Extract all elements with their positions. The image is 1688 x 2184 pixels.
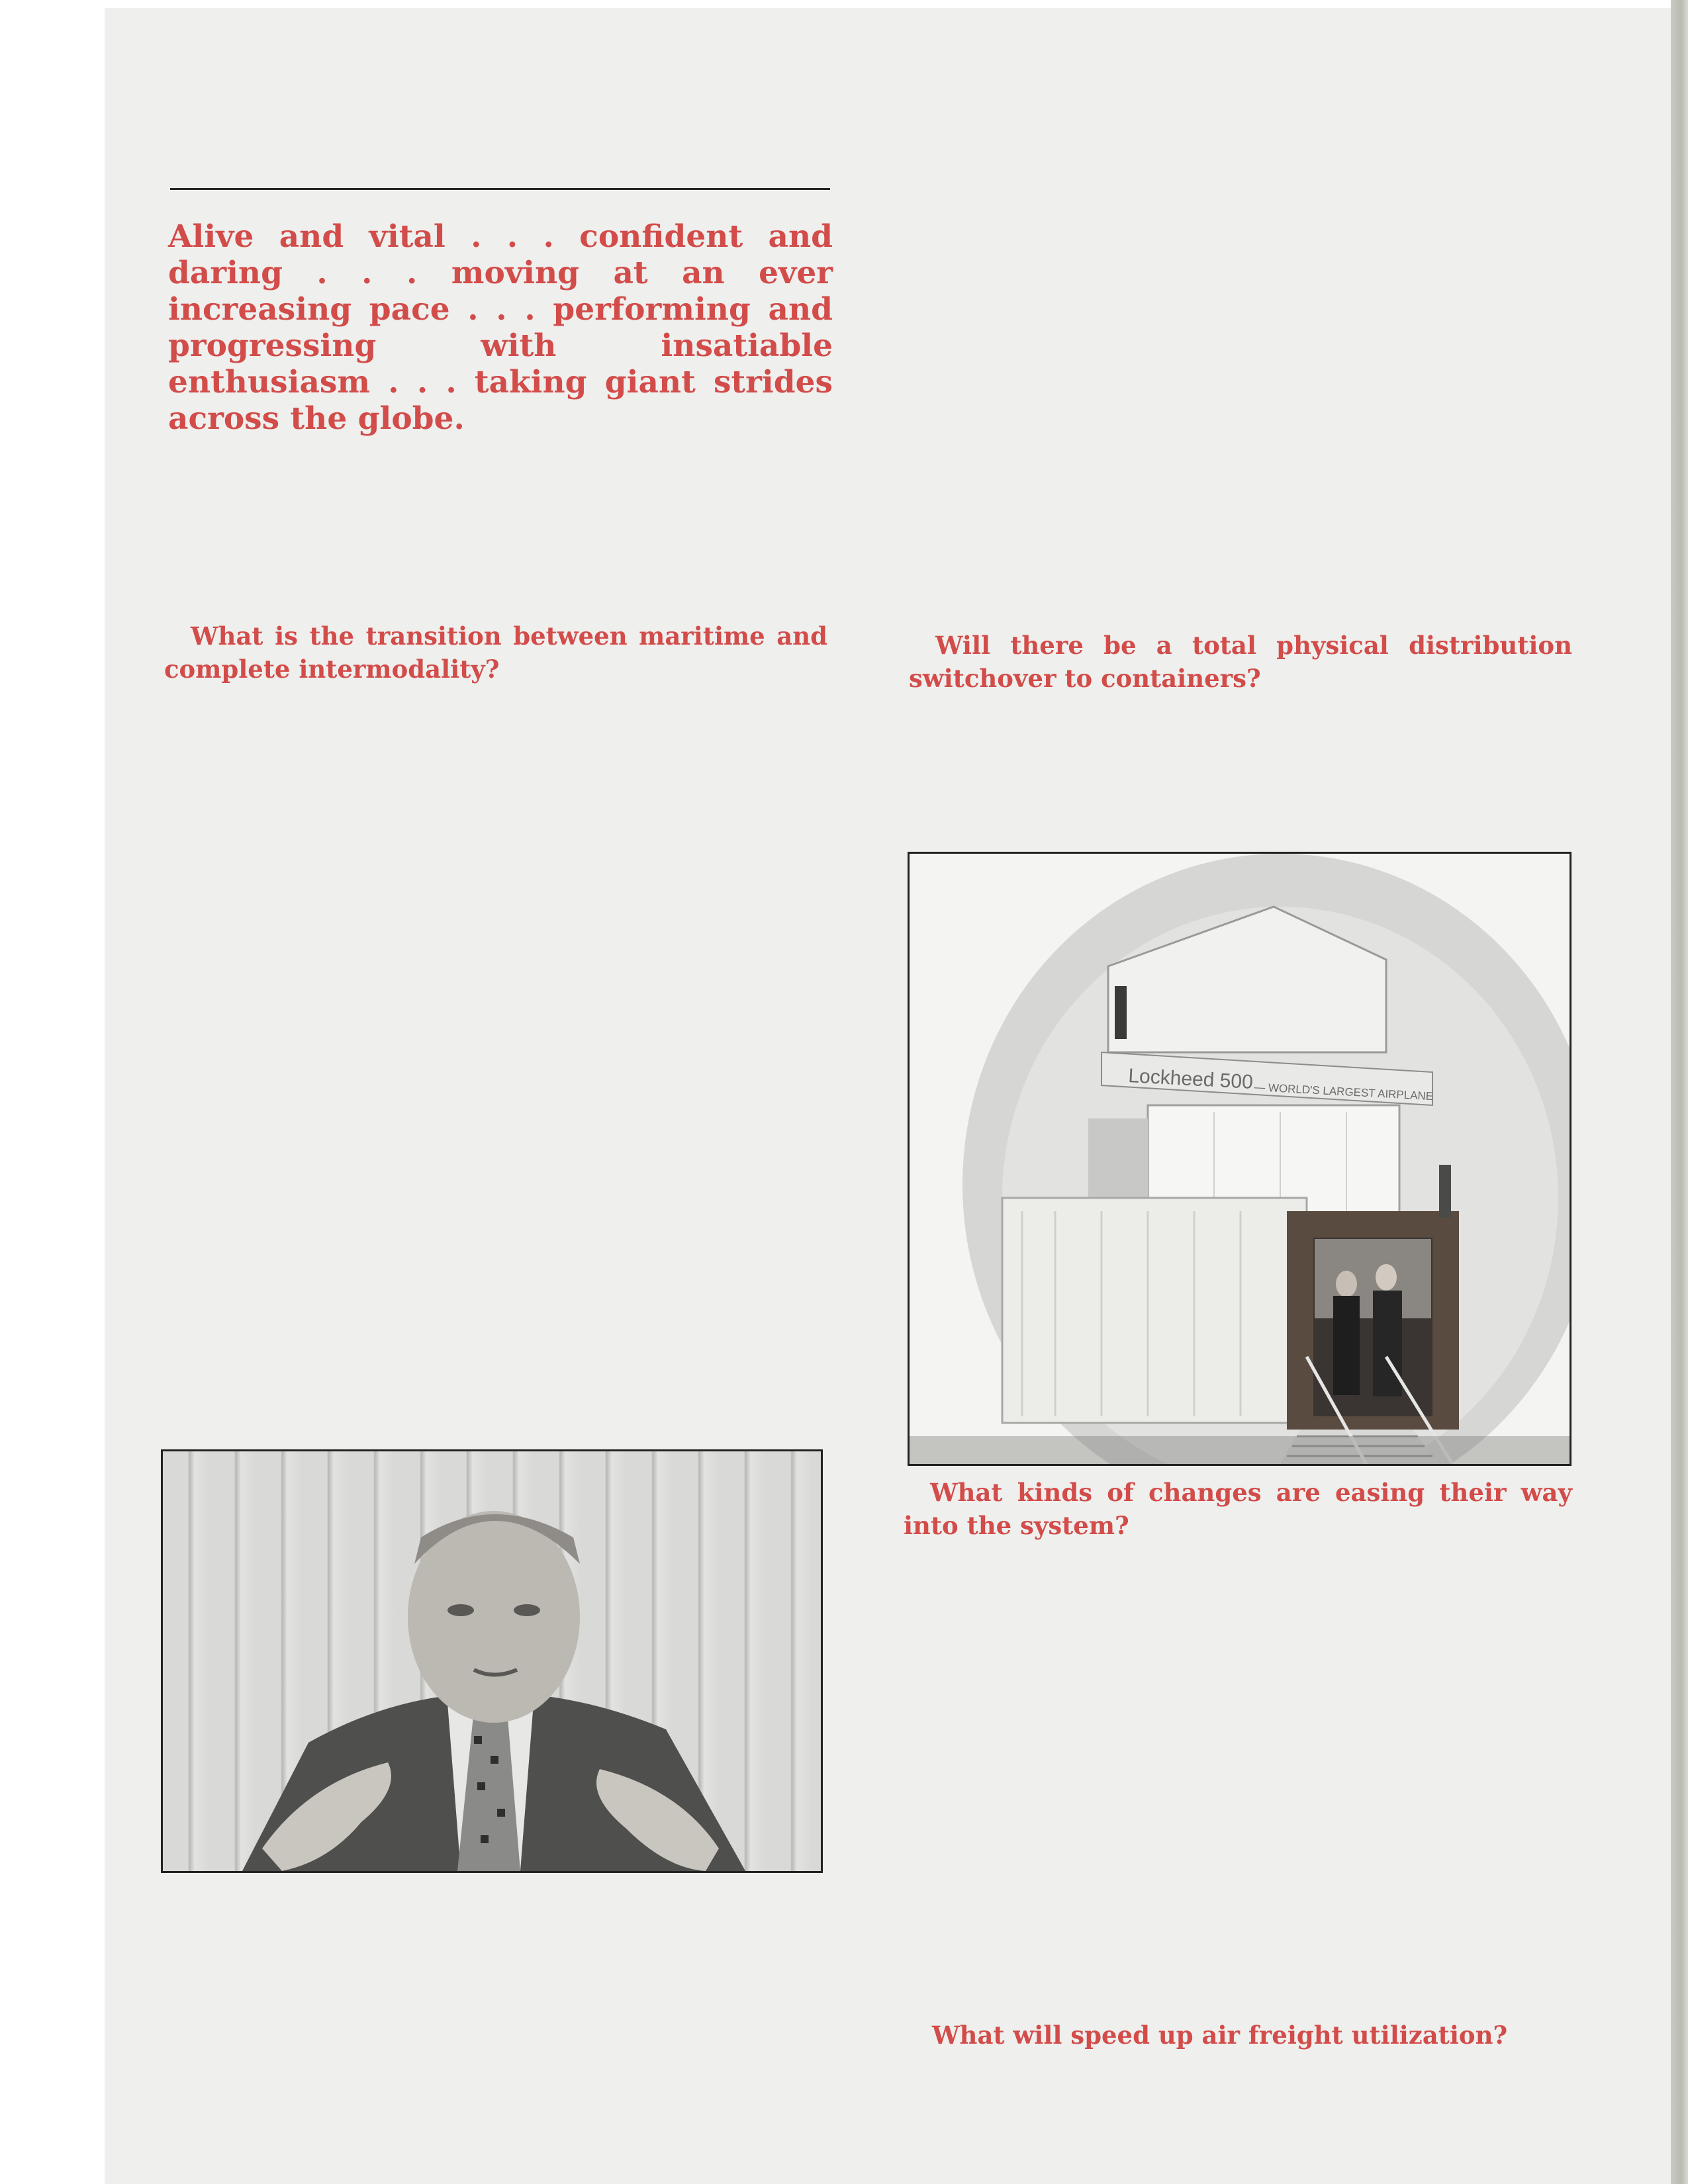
headline-rule (170, 188, 830, 190)
photo-lockheed-exhibit (908, 852, 1571, 1466)
question-air-freight: What will speed up air freight utilization? (932, 2021, 1508, 2050)
photo-sign-subtext: — WORLD'S LARGEST AIRPLANE (1253, 1081, 1434, 1103)
page-edge-strip (1671, 0, 1688, 2184)
photo-speaker (161, 1449, 823, 1873)
photo-sign-text: Lockheed 500 (1127, 1065, 1254, 1093)
question-container-switchover: Will there be a total physical distribution switchover to containers? (909, 631, 1572, 693)
headline: Alive and vital . . . confident and daring . . . moving at an ever increasing pace . . . performing and progressing with insatiable enthusiasm . . . taking giant strides across the globe. (168, 218, 833, 437)
question-maritime-intermodality: What is the transition between maritime and complete intermodality? (164, 621, 827, 684)
question-system-changes: What kinds of changes are easing their way into the system? (904, 1478, 1572, 1540)
